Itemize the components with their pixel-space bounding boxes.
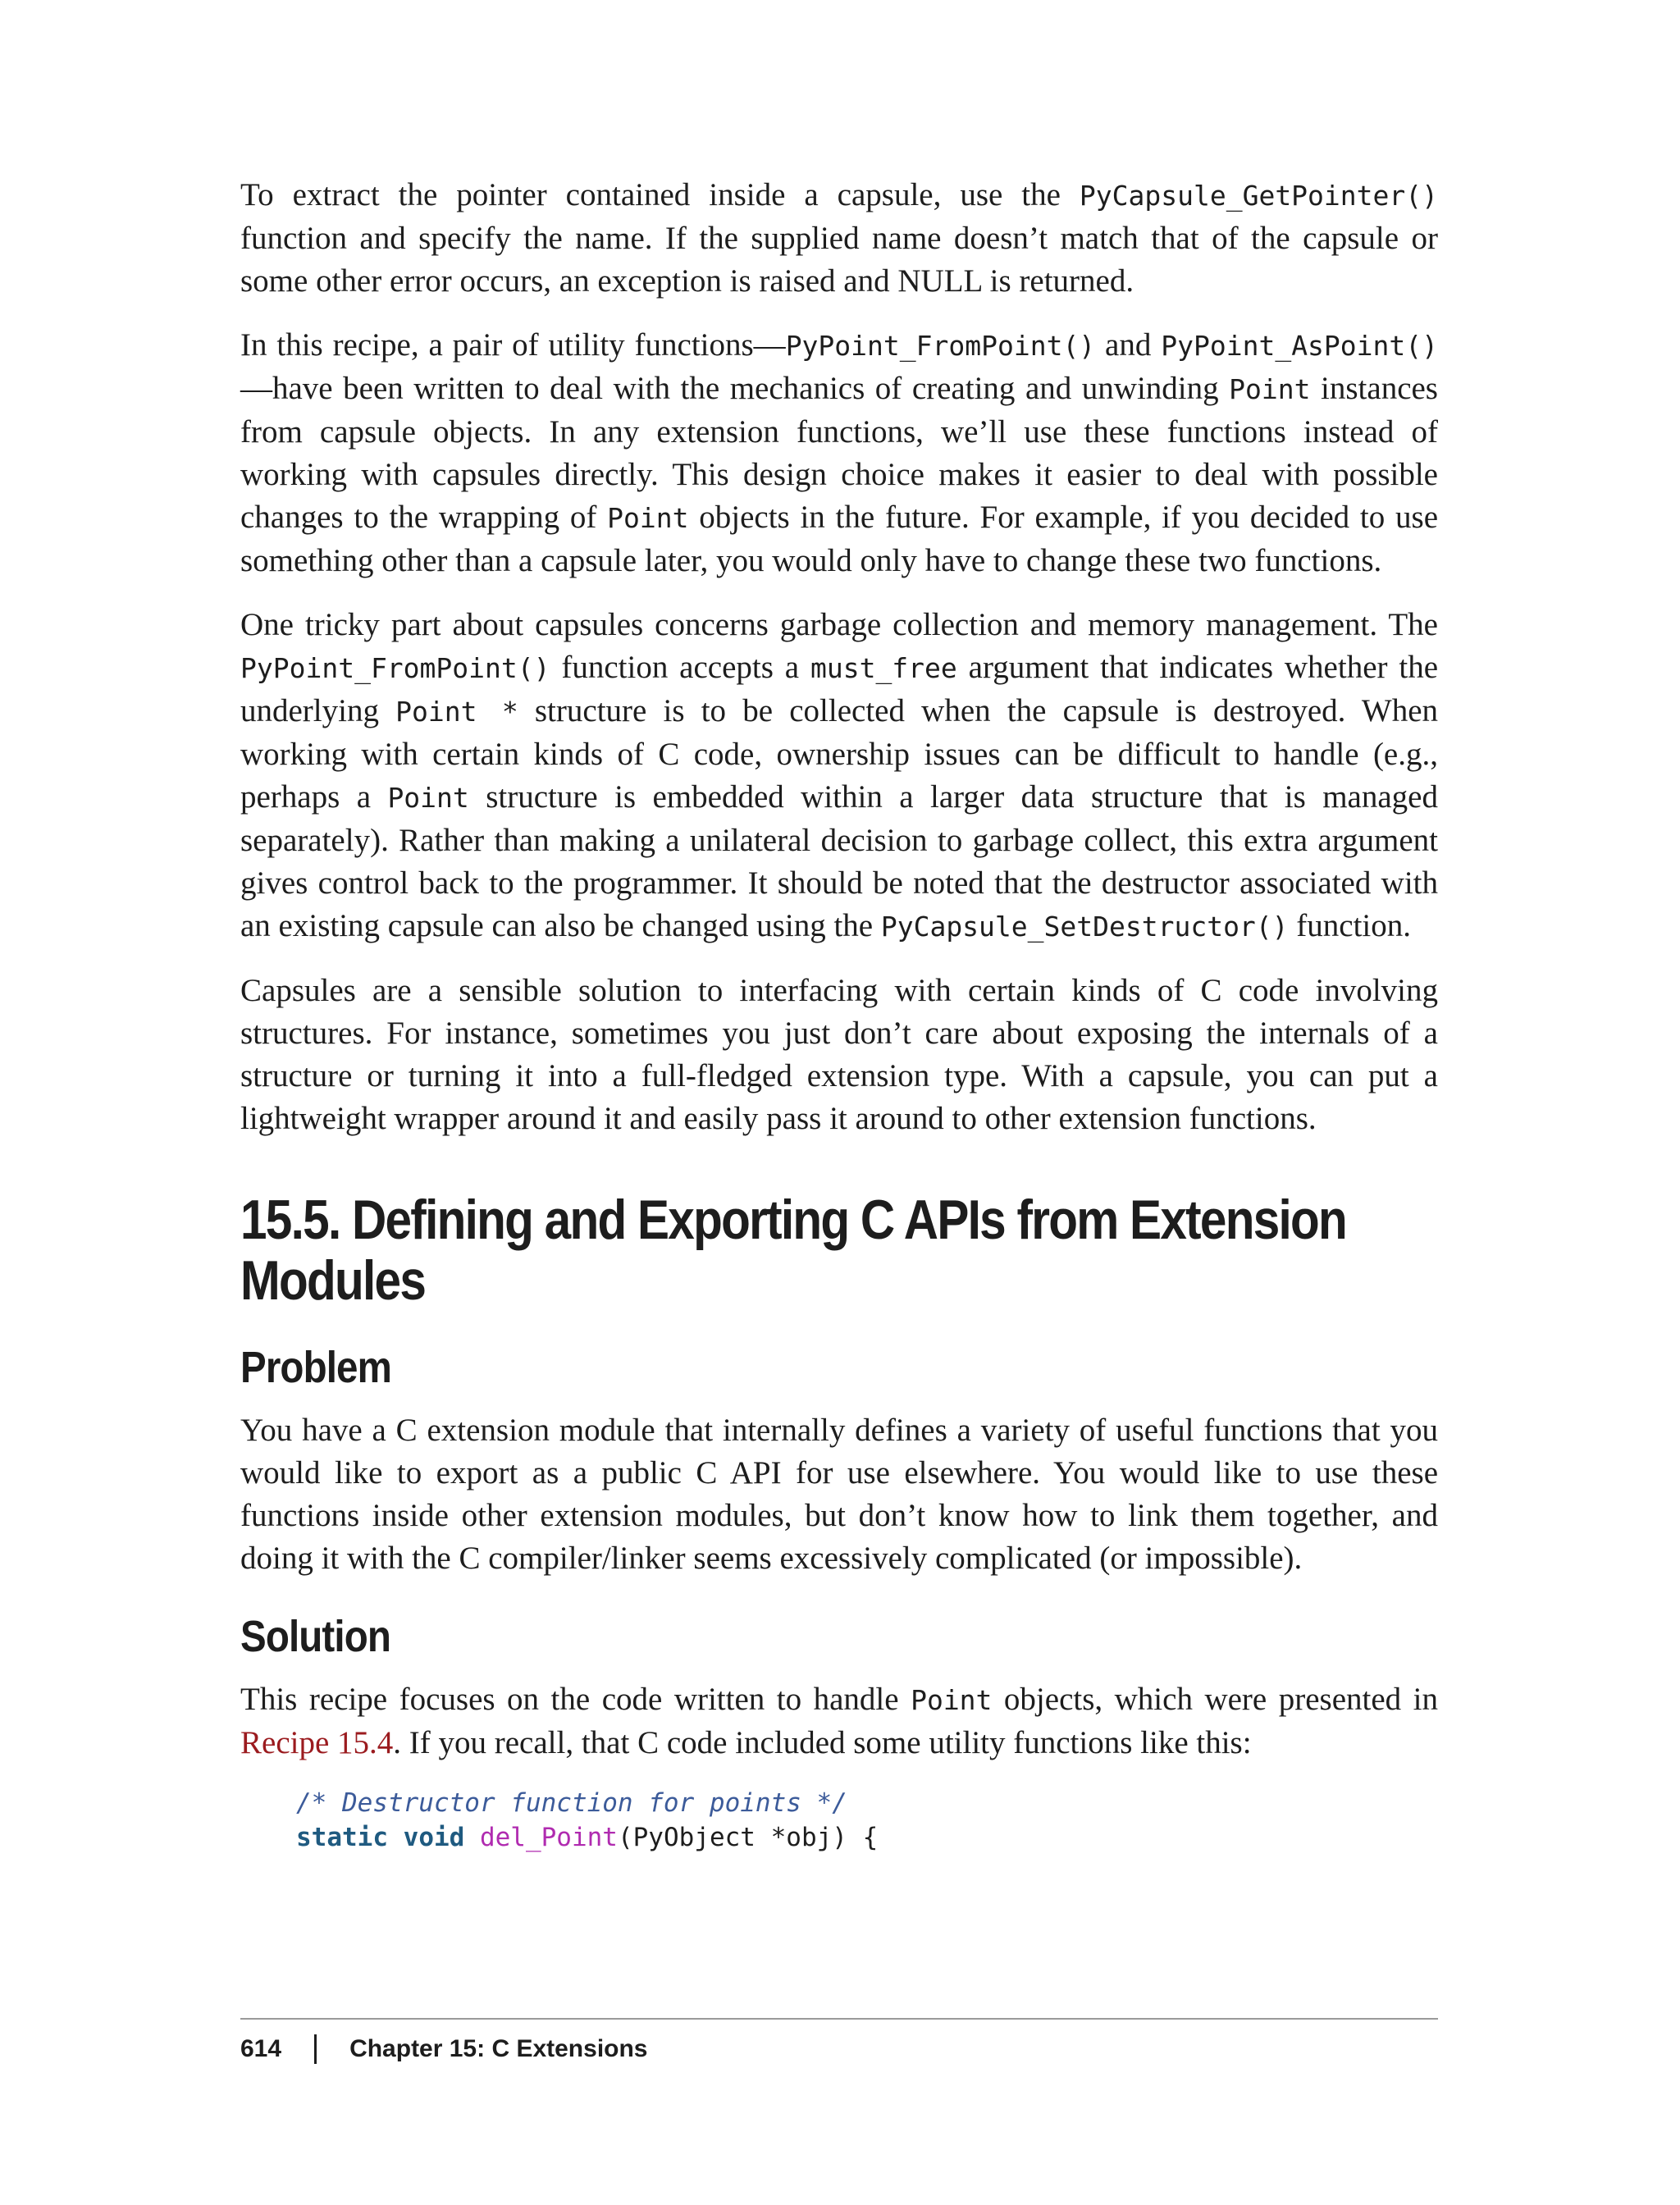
inline-code: Point [607,502,689,534]
text: . If you recall, that C code included some utility functions like this: [393,1725,1252,1760]
paragraph-utility-functions [240,324,1438,582]
page-number: 614 [240,2035,282,2062]
chapter-title: Chapter 15: C Extensions [349,2035,648,2062]
code-param-name: *obj [755,1823,833,1852]
inline-code: must_free [810,652,957,684]
text: objects, which were presented in [992,1682,1438,1717]
inline-code: PyPoint_FromPoint() [785,330,1096,362]
text: argument that indicates whether the underlying [240,650,1438,728]
code-close: ) { [832,1823,879,1852]
inline-code: Point [911,1684,993,1716]
solution-heading: Solution [240,1612,390,1661]
code-block [296,1786,1438,1855]
text: function accepts a [550,650,810,685]
text: One tricky part about capsules concerns garbage collection and memory management. The [240,607,1438,642]
inline-code: PyCapsule_SetDestructor() [880,911,1289,943]
text: function. [1288,908,1412,943]
text: objects in the future. For example, if you decided to use something other than a capsule later, you would only have to change these two functions. [240,500,1439,578]
text: To extract the pointer contained inside a capsule, use the [240,177,1080,212]
text: instances from capsule objects. In any extension functions, we’ll use these functions instead of working with capsules directly. This design choice makes it easier to deal with possible changes to the wrapping of [240,371,1438,535]
problem-heading: Problem [240,1343,391,1392]
code-comment: /* Destructor function for points */ [296,1788,847,1818]
code-function-name: del_Point [479,1823,618,1852]
problem-text: You have a C extension module that internally defines a variety of useful functions that you would like to export as a public C API for use elsewhere. You would like to use these functions inside other extension modules, but don’t know how to link them together, and doing it with the C compiler/linker seems excessively complicated (or impossible). [240,1413,1438,1576]
inline-code: Point * [395,696,518,728]
code-keyword-void: void [403,1823,465,1852]
paragraph-capsules-sensible: Capsules are a sensible solution to interfacing with certain kinds of C code involving structures. For instance, sometimes you just don’t care about exposing the internals of a structure or turning it into a full-fledged extension type. With a capsule, you can put a lightweight wrapper around it and easily pass it around to other extension functions. [240,973,1438,1136]
code-keyword-static: static [296,1823,388,1852]
text: In this recipe, a pair of utility functions— [240,327,786,363]
text: structure is to be collected when the capsule is destroyed. When working with certain kinds of C code, ownership issues can be difficult to handle (e.g., perhaps a [240,693,1438,815]
paragraph-capsule-pointer [240,174,1438,303]
inline-code: PyPoint_FromPoint() [240,652,550,684]
inline-code: PyPoint_AsPoint() [1161,330,1439,362]
footer-separator [314,2034,317,2064]
inline-code: Point [387,782,469,814]
code-param-type: PyObject [632,1823,756,1852]
text: and [1095,327,1162,363]
page-footer [240,2033,648,2066]
solution-text [240,1678,1438,1764]
code-paren: ( [617,1823,633,1852]
footer-divider [240,2018,1438,2020]
text: function and specify the name. If the supplied name doesn’t match that of the capsule or some other error occurs, an exception is raised and NULL is returned. [240,221,1438,299]
paragraph-garbage-collection [240,604,1438,948]
text: —have been written to deal with the mechanics of creating and unwinding [240,371,1230,406]
section-title: 15.5. Defining and Exporting C APIs from Extension Modules [240,1189,1347,1312]
inline-code: Point [1229,373,1311,405]
text: This recipe focuses on the code written to handle [240,1682,911,1717]
page-content [240,174,1438,1855]
inline-code: PyCapsule_GetPointer() [1079,180,1438,212]
recipe-link[interactable]: Recipe 15.4 [240,1725,394,1760]
text: structure is embedded within a larger data structure that is managed separately). Rather than making a unilateral decision to garbage collect, this extra argument gives control back to the programmer. It should be noted that the destructor associated with an existing capsule can also be changed using the [240,779,1438,943]
